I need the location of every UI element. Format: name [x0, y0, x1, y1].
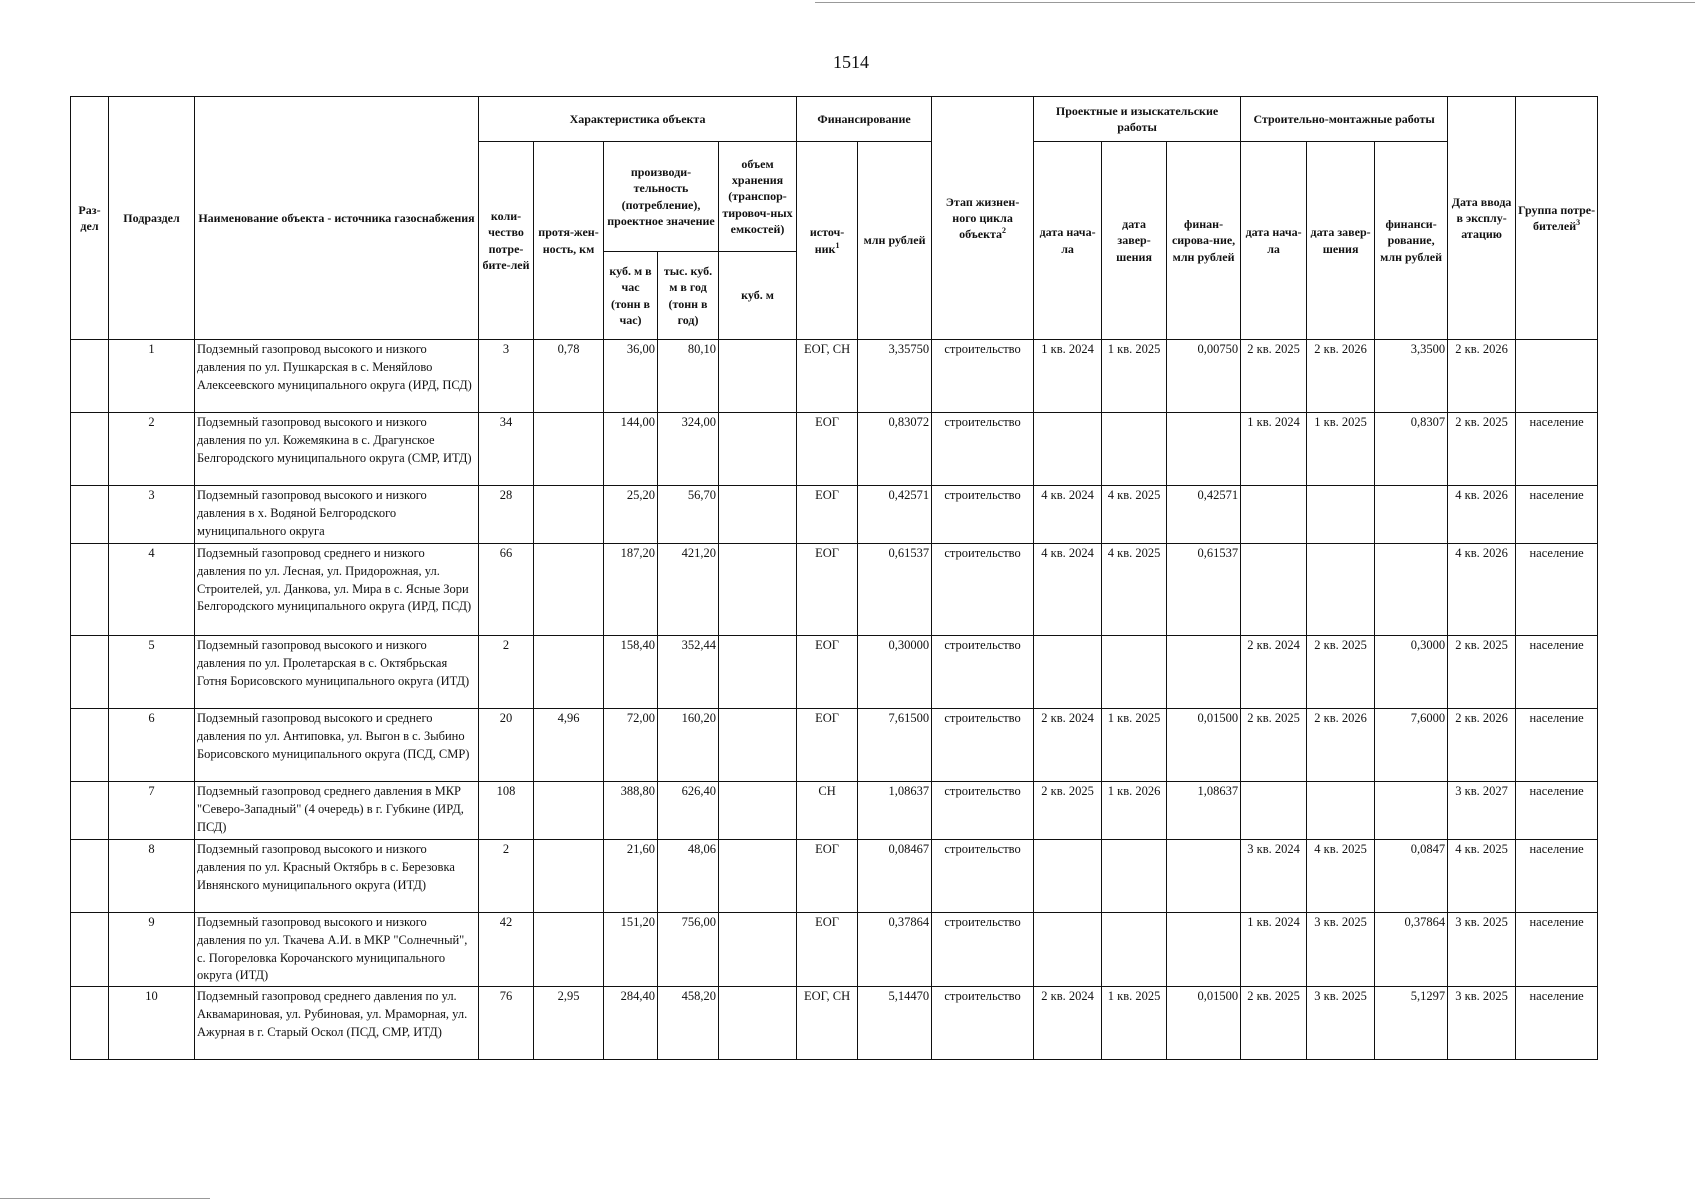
source-cell: ЕОГ, СН	[797, 340, 858, 413]
stage-cell: строительство	[932, 636, 1034, 709]
constr-end-cell	[1307, 782, 1375, 840]
length-cell: 0,78	[534, 340, 604, 413]
constr-fin-cell: 0,0847	[1375, 840, 1448, 913]
table-row	[71, 709, 1598, 782]
design-start-cell: 1 кв. 2024	[1034, 340, 1102, 413]
financing-mln-cell: 3,35750	[858, 340, 932, 413]
source-cell: ЕОГ	[797, 709, 858, 782]
consumer-group-cell: население	[1516, 413, 1598, 486]
per-hour-cell: 21,60	[604, 840, 658, 913]
per-year-cell: 324,00	[658, 413, 719, 486]
design-fin-cell: 0,00750	[1167, 340, 1241, 413]
podrazdel-cell: 10	[109, 987, 195, 1060]
table-row	[71, 544, 1598, 636]
header-financing: Финансирование	[797, 97, 932, 142]
header-design-start: дата нача-ла	[1034, 142, 1102, 340]
constr-start-cell: 1 кв. 2024	[1241, 413, 1307, 486]
header-source: источ-ник$^1$	[797, 142, 858, 340]
source-cell: СН	[797, 782, 858, 840]
stage-cell: строительство	[932, 782, 1034, 840]
header-productivity: производи-тельность (потребление), проектное значение	[604, 142, 719, 252]
storage-cell	[719, 913, 797, 987]
header-storage: объем хранения (транспор-тировоч-ных емкостей)	[719, 142, 797, 252]
constr-fin-cell	[1375, 782, 1448, 840]
financing-mln-cell: 0,37864	[858, 913, 932, 987]
podrazdel-cell: 8	[109, 840, 195, 913]
podrazdel-cell: 4	[109, 544, 195, 636]
source-cell: ЕОГ	[797, 544, 858, 636]
commission-cell: 3 кв. 2025	[1448, 987, 1516, 1060]
per-year-cell: 626,40	[658, 782, 719, 840]
design-start-cell	[1034, 413, 1102, 486]
constr-fin-cell	[1375, 544, 1448, 636]
commission-cell: 2 кв. 2026	[1448, 709, 1516, 782]
object-name-cell: Подземный газопровод высокого и низкого давления по ул. Кожемякина в с. Драгунское Белгородского муниципального округа (СМР, ИТД)	[195, 413, 479, 486]
constr-end-cell: 1 кв. 2025	[1307, 413, 1375, 486]
object-name-cell: Подземный газопровод среднего и низкого давления по ул. Лесная, ул. Придорожная, ул. Строителей, ул. Данкова, ул. Мира в с. Ясные Зори Белгородского муниципального округа (ИРД, ПСД)	[195, 544, 479, 636]
constr-start-cell	[1241, 782, 1307, 840]
commission-cell: 2 кв. 2025	[1448, 636, 1516, 709]
per-hour-cell: 25,20	[604, 486, 658, 544]
consumers-cell: 108	[479, 782, 534, 840]
header-commissioning: Дата ввода в эксплу-атацию	[1448, 97, 1516, 340]
table-row	[71, 987, 1598, 1060]
podrazdel-cell: 2	[109, 413, 195, 486]
constr-fin-cell: 5,1297	[1375, 987, 1448, 1060]
bottom-scan-line	[0, 1198, 210, 1199]
consumer-group-cell: население	[1516, 486, 1598, 544]
source-cell: ЕОГ	[797, 840, 858, 913]
design-end-cell	[1102, 840, 1167, 913]
object-name-cell: Подземный газопровод среднего давления в МКР "Северо-Западный" (4 очередь) в г. Губкине (ИРД, ПСД)	[195, 782, 479, 840]
source-cell: ЕОГ	[797, 413, 858, 486]
source-cell: ЕОГ	[797, 913, 858, 987]
stage-cell: строительство	[932, 486, 1034, 544]
length-cell: 4,96	[534, 709, 604, 782]
header-constr-start: дата нача-ла	[1241, 142, 1307, 340]
constr-start-cell: 2 кв. 2025	[1241, 709, 1307, 782]
consumer-group-cell: население	[1516, 987, 1598, 1060]
constr-end-cell	[1307, 544, 1375, 636]
constr-end-cell: 4 кв. 2025	[1307, 840, 1375, 913]
design-fin-cell: 1,08637	[1167, 782, 1241, 840]
consumers-cell: 2	[479, 840, 534, 913]
object-name-cell: Подземный газопровод высокого и низкого давления по ул. Пролетарская в с. Октябрьская Готня Борисовского муниципального округа (ИТД)	[195, 636, 479, 709]
design-start-cell: 4 кв. 2024	[1034, 544, 1102, 636]
constr-start-cell	[1241, 544, 1307, 636]
financing-mln-cell: 1,08637	[858, 782, 932, 840]
design-start-cell	[1034, 636, 1102, 709]
razdel-cell	[71, 840, 109, 913]
consumer-group-cell: население	[1516, 840, 1598, 913]
header-design-works: Проектные и изыскательские работы	[1034, 97, 1241, 142]
design-fin-cell	[1167, 913, 1241, 987]
length-cell	[534, 544, 604, 636]
table-row	[71, 636, 1598, 709]
consumer-group-cell: население	[1516, 913, 1598, 987]
financing-mln-cell: 0,83072	[858, 413, 932, 486]
table-row	[71, 413, 1598, 486]
header-mln-rub: млн рублей	[858, 142, 932, 340]
consumers-cell: 76	[479, 987, 534, 1060]
per-year-cell: 80,10	[658, 340, 719, 413]
source-cell: ЕОГ	[797, 486, 858, 544]
design-start-cell: 2 кв. 2024	[1034, 987, 1102, 1060]
constr-start-cell: 3 кв. 2024	[1241, 840, 1307, 913]
constr-fin-cell: 0,37864	[1375, 913, 1448, 987]
constr-end-cell: 2 кв. 2026	[1307, 340, 1375, 413]
constr-fin-cell: 0,8307	[1375, 413, 1448, 486]
per-hour-cell: 158,40	[604, 636, 658, 709]
object-name-cell: Подземный газопровод среднего давления по ул. Аквамариновая, ул. Рубиновая, ул. Мраморная, ул. Ажурная в г. Старый Оскол (ПСД, СМР, ИТД)	[195, 987, 479, 1060]
podrazdel-cell: 9	[109, 913, 195, 987]
length-cell	[534, 840, 604, 913]
object-name-cell: Подземный газопровод высокого и низкого давления по ул. Красный Октябрь в с. Березовка Ивнянского муниципального округа (ИТД)	[195, 840, 479, 913]
per-hour-cell: 36,00	[604, 340, 658, 413]
constr-end-cell: 2 кв. 2025	[1307, 636, 1375, 709]
header-design-fin: финан-сирова-ние, млн рублей	[1167, 142, 1241, 340]
header-per-hour: куб. м в час (тонн в час)	[604, 252, 658, 340]
design-end-cell: 1 кв. 2025	[1102, 709, 1167, 782]
consumer-group-cell	[1516, 340, 1598, 413]
header-design-end: дата завер-шения	[1102, 142, 1167, 340]
storage-cell	[719, 709, 797, 782]
podrazdel-cell: 3	[109, 486, 195, 544]
table-row	[71, 782, 1598, 840]
consumers-cell: 2	[479, 636, 534, 709]
table-row	[71, 913, 1598, 987]
razdel-cell	[71, 413, 109, 486]
razdel-cell	[71, 636, 109, 709]
commission-cell: 4 кв. 2025	[1448, 840, 1516, 913]
design-start-cell: 4 кв. 2024	[1034, 486, 1102, 544]
constr-fin-cell: 3,3500	[1375, 340, 1448, 413]
length-cell	[534, 486, 604, 544]
top-scan-line	[815, 2, 1695, 3]
per-year-cell: 48,06	[658, 840, 719, 913]
header-constr-fin: финанси-рование, млн рублей	[1375, 142, 1448, 340]
design-fin-cell: 0,61537	[1167, 544, 1241, 636]
storage-cell	[719, 544, 797, 636]
header-constr-end: дата завер-шения	[1307, 142, 1375, 340]
design-start-cell: 2 кв. 2024	[1034, 709, 1102, 782]
header-construction-works: Строительно-монтажные работы	[1241, 97, 1448, 142]
consumers-cell: 42	[479, 913, 534, 987]
design-start-cell	[1034, 840, 1102, 913]
consumer-group-cell: население	[1516, 709, 1598, 782]
financing-mln-cell: 0,30000	[858, 636, 932, 709]
design-start-cell	[1034, 913, 1102, 987]
design-end-cell: 4 кв. 2025	[1102, 486, 1167, 544]
page-number: 1514	[833, 52, 869, 72]
constr-start-cell: 1 кв. 2024	[1241, 913, 1307, 987]
length-cell	[534, 413, 604, 486]
per-hour-cell: 388,80	[604, 782, 658, 840]
constr-start-cell: 2 кв. 2025	[1241, 987, 1307, 1060]
storage-cell	[719, 840, 797, 913]
stage-cell: строительство	[932, 709, 1034, 782]
constr-fin-cell: 0,3000	[1375, 636, 1448, 709]
razdel-cell	[71, 486, 109, 544]
constr-start-cell: 2 кв. 2024	[1241, 636, 1307, 709]
storage-cell	[719, 413, 797, 486]
design-fin-cell	[1167, 636, 1241, 709]
razdel-cell	[71, 340, 109, 413]
storage-cell	[719, 636, 797, 709]
storage-cell	[719, 782, 797, 840]
source-cell: ЕОГ	[797, 636, 858, 709]
commission-cell: 2 кв. 2025	[1448, 413, 1516, 486]
header-length: протя-жен-ность, км	[534, 142, 604, 340]
object-name-cell: Подземный газопровод высокого и низкого давления в х. Водяной Белгородского муниципального округа	[195, 486, 479, 544]
constr-end-cell: 3 кв. 2025	[1307, 987, 1375, 1060]
razdel-cell	[71, 913, 109, 987]
consumers-cell: 20	[479, 709, 534, 782]
commission-cell: 3 кв. 2025	[1448, 913, 1516, 987]
design-end-cell	[1102, 636, 1167, 709]
header-razdel: Раз-дел	[71, 97, 109, 340]
design-end-cell	[1102, 413, 1167, 486]
storage-cell	[719, 987, 797, 1060]
constr-end-cell: 2 кв. 2026	[1307, 709, 1375, 782]
financing-mln-cell: 0,42571	[858, 486, 932, 544]
length-cell	[534, 782, 604, 840]
stage-cell: строительство	[932, 413, 1034, 486]
stage-cell: строительство	[932, 913, 1034, 987]
table-row	[71, 340, 1598, 413]
constr-start-cell: 2 кв. 2025	[1241, 340, 1307, 413]
design-fin-cell	[1167, 413, 1241, 486]
design-fin-cell: 0,42571	[1167, 486, 1241, 544]
header-name: Наименование объекта - источника газоснабжения	[195, 97, 479, 340]
source-cell: ЕОГ, СН	[797, 987, 858, 1060]
consumer-group-cell: население	[1516, 782, 1598, 840]
razdel-cell	[71, 709, 109, 782]
per-hour-cell: 72,00	[604, 709, 658, 782]
object-name-cell: Подземный газопровод высокого и низкого давления по ул. Ткачева А.И. в МКР "Солнечный", с. Погореловка Корочанского муниципального округа (ИТД)	[195, 913, 479, 987]
commission-cell: 2 кв. 2026	[1448, 340, 1516, 413]
commission-cell: 4 кв. 2026	[1448, 544, 1516, 636]
per-hour-cell: 187,20	[604, 544, 658, 636]
podrazdel-cell: 7	[109, 782, 195, 840]
length-cell: 2,95	[534, 987, 604, 1060]
object-name-cell: Подземный газопровод высокого и среднего давления по ул. Антиповка, ул. Выгон в с. Зыбино Борисовского муниципального округа (ПСД, СМР)	[195, 709, 479, 782]
per-year-cell: 160,20	[658, 709, 719, 782]
length-cell	[534, 636, 604, 709]
table-row	[71, 840, 1598, 913]
podrazdel-cell: 1	[109, 340, 195, 413]
header-consumer-group: Группа потре-бителей$^3$	[1516, 97, 1598, 340]
financing-mln-cell: 7,61500	[858, 709, 932, 782]
table-row	[71, 486, 1598, 544]
design-fin-cell	[1167, 840, 1241, 913]
financing-mln-cell: 5,14470	[858, 987, 932, 1060]
per-year-cell: 458,20	[658, 987, 719, 1060]
podrazdel-cell: 6	[109, 709, 195, 782]
per-year-cell: 56,70	[658, 486, 719, 544]
header-podrazdel: Подраздел	[109, 97, 195, 340]
constr-start-cell	[1241, 486, 1307, 544]
header-consumers: коли-чество потре-бите-лей	[479, 142, 534, 340]
design-start-cell: 2 кв. 2025	[1034, 782, 1102, 840]
constr-fin-cell: 7,6000	[1375, 709, 1448, 782]
gas-supply-objects-table	[70, 96, 1598, 1060]
consumer-group-cell: население	[1516, 544, 1598, 636]
razdel-cell	[71, 544, 109, 636]
consumers-cell: 66	[479, 544, 534, 636]
constr-fin-cell	[1375, 486, 1448, 544]
financing-mln-cell: 0,61537	[858, 544, 932, 636]
consumers-cell: 3	[479, 340, 534, 413]
razdel-cell	[71, 987, 109, 1060]
design-fin-cell: 0,01500	[1167, 987, 1241, 1060]
header-per-year: тыс. куб. м в год (тонн в год)	[658, 252, 719, 340]
design-end-cell: 4 кв. 2025	[1102, 544, 1167, 636]
header-characteristics: Характеристика объекта	[479, 97, 797, 142]
constr-end-cell	[1307, 486, 1375, 544]
commission-cell: 4 кв. 2026	[1448, 486, 1516, 544]
per-year-cell: 352,44	[658, 636, 719, 709]
design-end-cell	[1102, 913, 1167, 987]
design-end-cell: 1 кв. 2026	[1102, 782, 1167, 840]
storage-cell	[719, 340, 797, 413]
object-name-cell: Подземный газопровод высокого и низкого давления по ул. Пушкарская в с. Меняйлово Алексеевского муниципального округа (ИРД, ПСД)	[195, 340, 479, 413]
podrazdel-cell: 5	[109, 636, 195, 709]
stage-cell: строительство	[932, 340, 1034, 413]
financing-mln-cell: 0,08467	[858, 840, 932, 913]
length-cell	[534, 913, 604, 987]
razdel-cell	[71, 782, 109, 840]
commission-cell: 3 кв. 2027	[1448, 782, 1516, 840]
consumers-cell: 34	[479, 413, 534, 486]
header-storage-unit: куб. м	[719, 252, 797, 340]
stage-cell: строительство	[932, 544, 1034, 636]
consumer-group-cell: население	[1516, 636, 1598, 709]
stage-cell: строительство	[932, 840, 1034, 913]
per-hour-cell: 284,40	[604, 987, 658, 1060]
header-stage: Этап жизнен-ного цикла объекта$^2$	[932, 97, 1034, 340]
stage-cell: строительство	[932, 987, 1034, 1060]
per-hour-cell: 151,20	[604, 913, 658, 987]
design-end-cell: 1 кв. 2025	[1102, 987, 1167, 1060]
per-hour-cell: 144,00	[604, 413, 658, 486]
constr-end-cell: 3 кв. 2025	[1307, 913, 1375, 987]
per-year-cell: 756,00	[658, 913, 719, 987]
storage-cell	[719, 486, 797, 544]
consumers-cell: 28	[479, 486, 534, 544]
design-end-cell: 1 кв. 2025	[1102, 340, 1167, 413]
per-year-cell: 421,20	[658, 544, 719, 636]
design-fin-cell: 0,01500	[1167, 709, 1241, 782]
